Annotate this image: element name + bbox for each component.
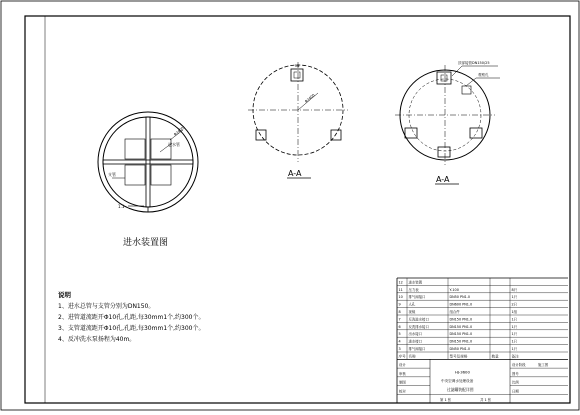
table-cell: DN150 PN1.0 xyxy=(449,324,473,329)
section-aa-middle xyxy=(248,62,348,162)
table-cell: 排气阀接口 xyxy=(408,347,426,351)
section-aa-right xyxy=(395,60,500,165)
table-cell: 视镜 xyxy=(408,310,416,314)
title-left-label: 制图 xyxy=(399,380,406,385)
table-cell: Y-100 xyxy=(449,287,459,292)
note-item-3: 3、支管道流距开Φ10孔,孔距,每30mm1个,约300个。 xyxy=(58,325,205,332)
table-cell: 9 xyxy=(398,302,401,307)
outer-frame xyxy=(1,1,579,410)
dim-inlet: Φ3400 xyxy=(173,126,185,137)
sheet-total: 共 1 张 xyxy=(480,398,492,402)
table-cell: 11 xyxy=(398,287,403,292)
table-cell: 压力表 xyxy=(408,287,419,292)
section-label-2: A-A xyxy=(436,175,450,184)
table-cell: 出水接口 xyxy=(408,332,423,337)
table-cell: 1只 xyxy=(511,317,518,322)
table-cell: 1只 xyxy=(511,332,518,337)
note-item-2: 2、进管道流距开Φ10孔,孔距,每30mm1个,约300个。 xyxy=(58,314,205,321)
section-label-1: A-A xyxy=(288,169,302,178)
title-left-label: 校对 xyxy=(399,389,406,394)
table-cell: 3 xyxy=(398,347,401,351)
design-notes xyxy=(58,290,248,345)
table-header-cell: 型号及规格 xyxy=(449,354,468,359)
table-cell: 反洗进水接口 xyxy=(408,317,429,322)
table-cell: DN150 PN1.0 xyxy=(449,332,473,337)
table-cell: 8 xyxy=(398,310,401,314)
table-cell: 2只 xyxy=(511,302,518,307)
table-cell: 排气阀接口 xyxy=(408,295,426,300)
title-left-label: 审核 xyxy=(399,371,406,376)
table-cell: 8只 xyxy=(511,287,518,292)
table-cell: 进水接口 xyxy=(408,339,423,344)
table-cell: DN50 PN1.0 xyxy=(449,347,471,351)
table-cell: 进水装置 xyxy=(408,280,423,285)
table-cell: DN50 PN1.0 xyxy=(449,295,471,300)
table-cell: 7 xyxy=(398,317,401,322)
notes-title: 说明 xyxy=(58,291,71,299)
table-cell: 10 xyxy=(398,295,403,300)
table-cell: 1只 xyxy=(511,347,518,351)
table-cell: 5 xyxy=(398,332,401,337)
drawing-project: 中央空调水处理设备 xyxy=(441,379,474,384)
note-item-1: 1、进水总管与支管分别为DN150。 xyxy=(58,303,155,310)
table-header-cell: 数量 xyxy=(491,354,499,359)
title-left-label: 设计 xyxy=(399,363,406,368)
callout-view-hole: 观察孔 xyxy=(478,73,489,77)
label-top-nozzle: N1 xyxy=(295,64,300,68)
table-header-cell: 序号 xyxy=(398,354,406,359)
drawing-code: HJ-3600 xyxy=(455,369,470,375)
table-cell: 人孔 xyxy=(408,302,416,307)
callout-top-nozzle: 顶部接管DN150/25 xyxy=(458,61,490,65)
table-header-cell: 备注 xyxy=(511,354,519,359)
drawing-title: 过滤罐装配详图 xyxy=(447,386,474,392)
note-item-4: 4、反冲洗水泵扬程为40m。 xyxy=(58,336,136,343)
title-right-label: 比例 xyxy=(512,380,519,385)
table-cell: 1只 xyxy=(511,339,518,344)
table-cell: 1组 xyxy=(511,310,518,314)
table-cell: 组合件 xyxy=(449,310,460,314)
table-cell: DN150 PN1.0 xyxy=(449,317,473,322)
table-cell: DN150 PN1.0 xyxy=(449,339,473,344)
caption-inlet-device: 进水装置图 xyxy=(123,238,169,248)
table-cell: 1只 xyxy=(511,295,518,300)
dim-section-1: Φ3400 xyxy=(304,93,316,104)
table-cell: 1只 xyxy=(511,324,518,329)
label-pipe-end: 1.1 xyxy=(118,204,125,209)
label-inlet-pipe: 进水管 xyxy=(168,142,180,147)
title-right-label: 图号 xyxy=(512,371,519,376)
table-cell: 反洗排水接口 xyxy=(408,324,429,329)
table-cell: 6 xyxy=(398,324,401,329)
parts-table xyxy=(397,278,568,403)
table-cell: DN600 PN1.0 xyxy=(449,302,473,307)
inlet-device-plan xyxy=(98,112,198,212)
title-right-value: 施工图 xyxy=(538,363,549,368)
table-cell: 4 xyxy=(398,339,401,344)
label-branch-pipe: 支管 xyxy=(108,172,116,177)
table-cell: 12 xyxy=(398,280,403,285)
title-right-label: 日期 xyxy=(512,389,519,394)
title-right-label: 设计阶段 xyxy=(512,363,526,368)
sheet-number: 第 1 张 xyxy=(440,398,452,402)
table-header-cell: 名称 xyxy=(408,354,416,359)
